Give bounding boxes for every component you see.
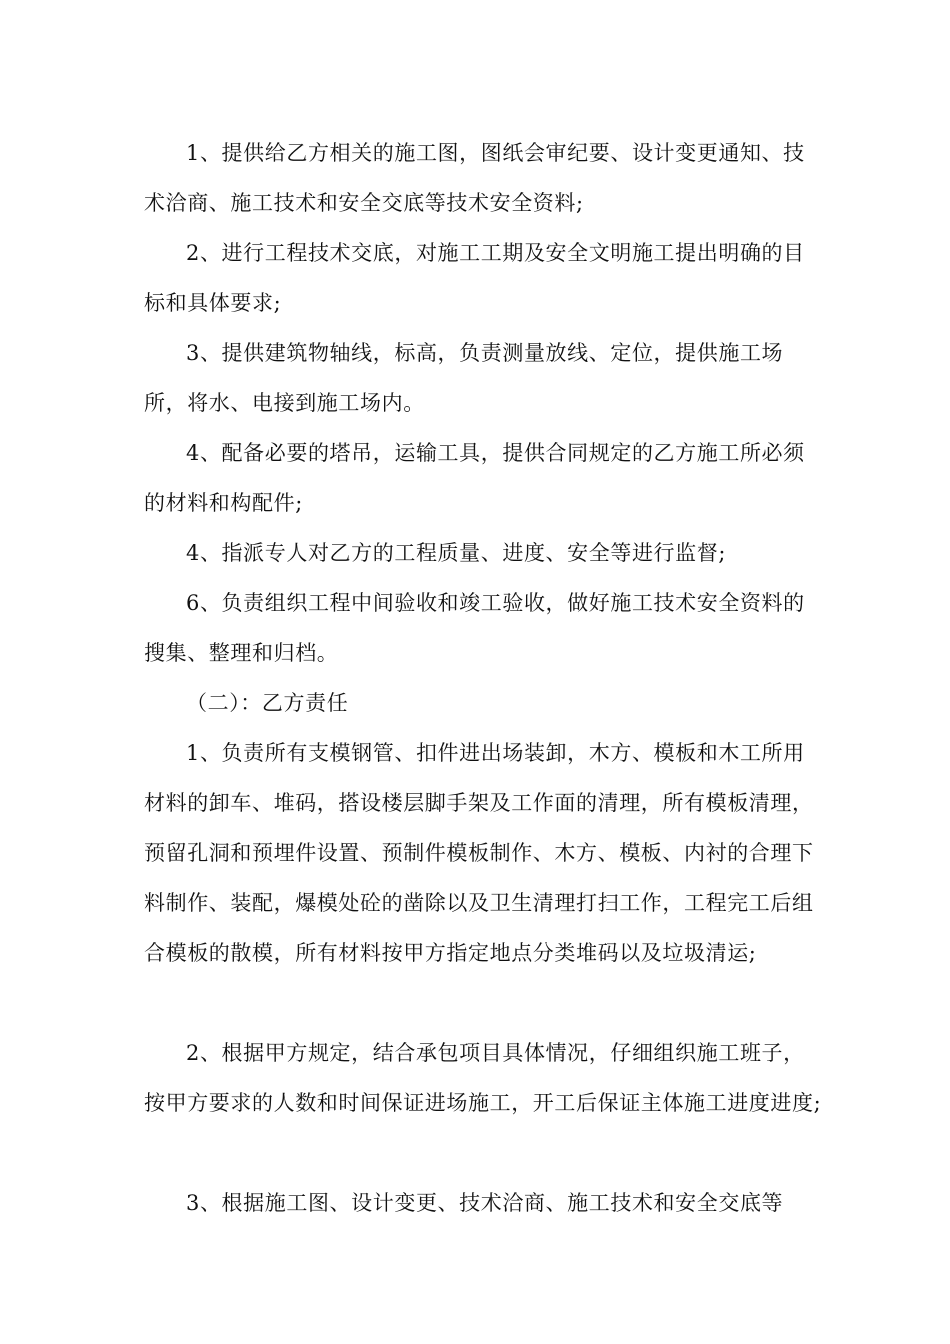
paragraph-party-b-1: 1、负责所有支模钢管、扣件进出场装卸，木方、模板和木工所用材料的卸车、堆码，搭设楼层脚手架及工作面的清理，所有模板清理，预留孔洞和预埋件设置、预制件模板制作、木方、模板、内衬的合理下料制作、装配，爆模处砼的凿除以及卫生清理打扫工作，工程完工后组合模板的散模，所有材料按甲方指定地点分类堆码以及垃圾清运; <box>144 741 814 965</box>
section-heading-party-b: （二）：乙方责任 <box>186 691 349 715</box>
paragraph-party-a-2: 2、进行工程技术交底，对施工工期及安全文明施工提出明确的目标和具体要求; <box>144 241 805 315</box>
paragraph-party-b-3: 3、根据施工图、设计变更、技术洽商、施工技术和安全交底等 <box>186 1191 784 1215</box>
paragraph-party-b-2: 2、根据甲方规定，结合承包项目具体情况，仔细组织施工班子，按甲方要求的人数和时间保证进场施工，开工后保证主体施工进度进度; <box>144 1041 822 1115</box>
paragraph-party-a-1: 1、提供给乙方相关的施工图，图纸会审纪要、设计变更通知、技术洽商、施工技术和安全交底等技术安全资料; <box>144 141 805 215</box>
paragraph-party-a-4: 4、配备必要的塔吊，运输工具，提供合同规定的乙方施工所必须的材料和构配件; <box>144 441 805 515</box>
paragraph-party-a-5: 4、指派专人对乙方的工程质量、进度、安全等进行监督; <box>186 541 727 565</box>
paragraph-party-a-6: 6、负责组织工程中间验收和竣工验收，做好施工技术安全资料的搜集、整理和归档。 <box>144 591 805 665</box>
paragraph-party-a-3: 3、提供建筑物轴线，标高，负责测量放线、定位，提供施工场所，将水、电接到施工场内。 <box>144 341 784 415</box>
